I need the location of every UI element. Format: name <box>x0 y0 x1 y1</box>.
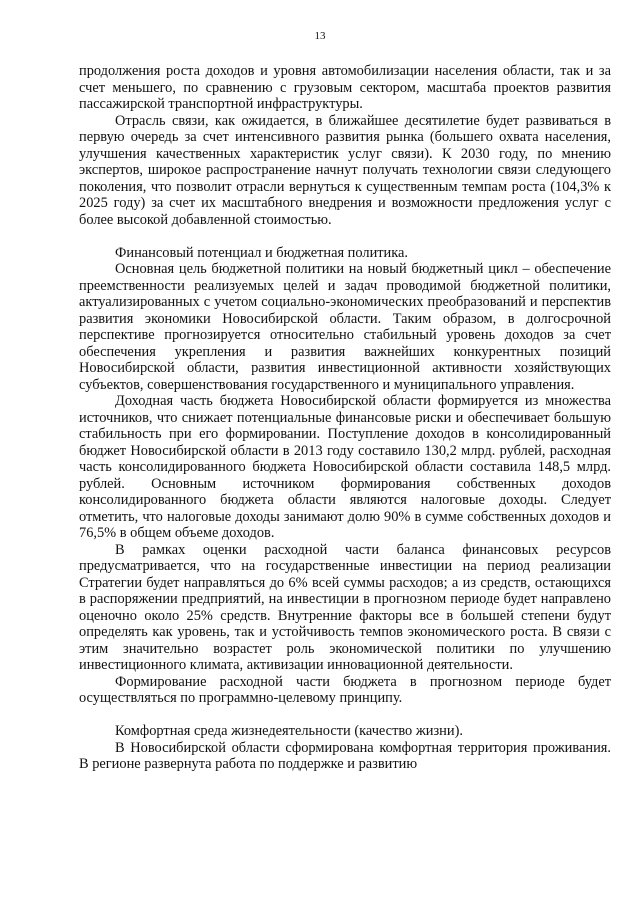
paragraph-comfort-environment: В Новосибирской области сформирована комфортная территория проживания. В регионе развернута работа по поддержке и развитию <box>79 739 611 772</box>
page-number: 13 <box>314 30 326 42</box>
paragraph-budget-revenue: Доходная часть бюджета Новосибирской области формируется из множества источников, что снижает потенциальные финансовые риски и обеспечивает большую стабильность при его формировании. Поступление доходов в консолидированный бюджет Новосибирской области в 2013 году составило 130,2 млрд. рублей, расходная часть консолидированного бюджета Новосибирской области составила 148,5 млрд. рублей. Основным источником формирования собственных доходов консолидированного бюджета области являются налоговые доходы. Следует отметить, что налоговые доходы занимают долю 90% в сумме собственных доходов и 76,5% в общем объеме доходов. <box>79 393 611 541</box>
paragraph-gap <box>79 228 611 245</box>
paragraph-gap <box>79 707 611 724</box>
paragraph-budget-expenditure: В рамках оценки расходной части баланса финансовых ресурсов предусматривается, что на государственные инвестиции на период реализации Стратегии будет направляться до 6% всей суммы расходов; а из средств, остающихся в распоряжении предприятий, на инвестиции в прогнозном периоде будет направлено оценочно около 25% средств. Внутренние факторы все в большей степени будут определять как уровень, так и устойчивость темпов экономического роста. В связи с этим значительно возрастет роль экономической политики по улучшению инвестиционного климата, активизации инновационной деятельности. <box>79 541 611 673</box>
section-heading-finance: Финансовый потенциал и бюджетная политика. <box>115 244 409 261</box>
paragraph-budget-policy-goal: Основная цель бюджетной политики на новый бюджетный цикл – обеспечение преемственности реализуемых целей и задач проводимой бюджетной политики, актуализированных с учетом социально-экономических преобразований и перспектив развития экономики Новосибирской области. Таким образом, в долгосрочной перспективе прогнозируется относительно стабильный уровень доходов за счет обеспечения укрепления и развития важнейших конкурентных позиций Новосибирской области, развития инвестиционной активности хозяйствующих субъектов, совершенствования государственного и муниципального управления. <box>79 261 611 393</box>
paragraph-communications: Отрасль связи, как ожидается, в ближайшее десятилетие будет развиваться в первую очередь за счет интенсивного развития рынка (большего охвата населения, улучшения качественных характеристик услуг связи). К 2030 году, по мнению экспертов, широкое распространение начнут получать технологии связи следующего поколения, что позволит отрасли вернуться к существенным темпам роста (104,3% к 2025 году) за счет их масштабного внедрения и возможности предложения услуг с более высокой добавленной стоимостью. <box>79 112 611 228</box>
section-heading-comfort: Комфортная среда жизнедеятельности (качество жизни). <box>115 723 463 739</box>
paragraph-program-target-principle: Формирование расходной части бюджета в прогнозном периоде будет осуществляться по программно-целевому принципу. <box>79 673 611 706</box>
document-body <box>79 63 611 773</box>
paragraph-transport-continuation: продолжения роста доходов и уровня автомобилизации населения области, так и за счет меньшего, по сравнению с грузовым сектором, масштаба проектов развития пассажирской транспортной инфраструктуры. <box>79 63 611 112</box>
